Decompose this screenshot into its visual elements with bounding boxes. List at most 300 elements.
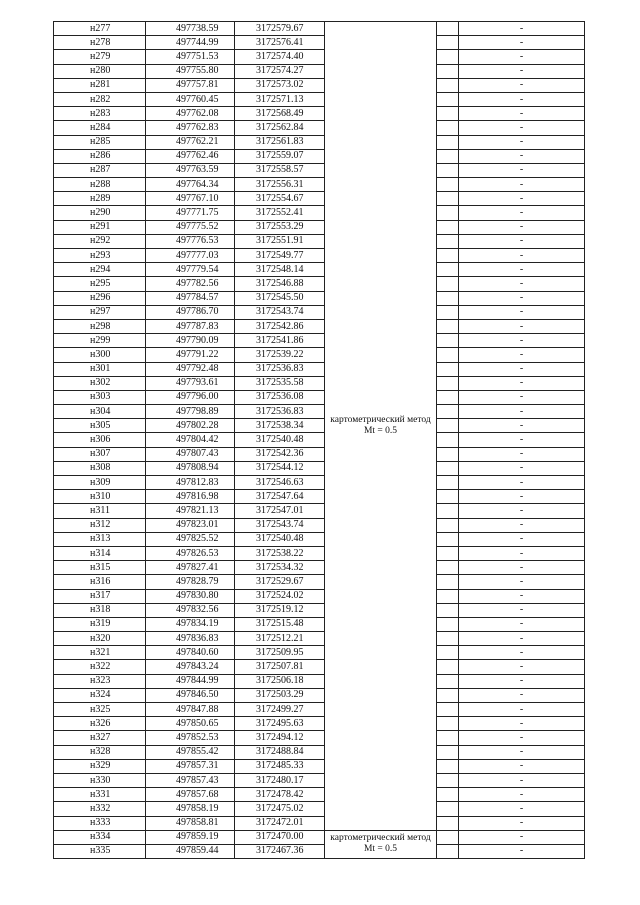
y-coordinate-cell: 3172535.58 [235, 376, 325, 390]
x-coordinate-cell: 497825.52 [146, 532, 235, 546]
empty-cell [437, 206, 459, 220]
coordinates-table-body [54, 22, 585, 859]
x-coordinate-cell: 497760.45 [146, 92, 235, 106]
point-name-cell: н334 [54, 830, 146, 844]
dash-cell: - [459, 660, 585, 674]
empty-cell [437, 107, 459, 121]
x-coordinate-cell: 497808.94 [146, 461, 235, 475]
point-name-cell: н310 [54, 490, 146, 504]
point-name-cell: н307 [54, 447, 146, 461]
dash-cell: - [459, 362, 585, 376]
point-name-cell: н328 [54, 745, 146, 759]
dash-cell: - [459, 305, 585, 319]
y-coordinate-cell: 3172524.02 [235, 589, 325, 603]
table-row [54, 504, 585, 518]
coordinates-table [53, 21, 585, 859]
x-coordinate-cell: 497836.83 [146, 632, 235, 646]
table-row [54, 319, 585, 333]
point-name-cell: н293 [54, 249, 146, 263]
table-row [54, 64, 585, 78]
y-coordinate-cell: 3172547.01 [235, 504, 325, 518]
x-coordinate-cell: 497852.53 [146, 731, 235, 745]
dash-cell: - [459, 816, 585, 830]
dash-cell: - [459, 348, 585, 362]
x-coordinate-cell: 497847.88 [146, 703, 235, 717]
x-coordinate-cell: 497826.53 [146, 546, 235, 560]
table-row [54, 135, 585, 149]
dash-cell: - [459, 476, 585, 490]
table-row [54, 674, 585, 688]
table-row [54, 376, 585, 390]
table-row [54, 390, 585, 404]
x-coordinate-cell: 497784.57 [146, 291, 235, 305]
point-name-cell: н325 [54, 703, 146, 717]
y-coordinate-cell: 3172544.12 [235, 461, 325, 475]
point-name-cell: н304 [54, 405, 146, 419]
method-cell: картометрический метод Mt = 0.5 [325, 22, 437, 831]
y-coordinate-cell: 3172549.77 [235, 249, 325, 263]
dash-cell: - [459, 490, 585, 504]
x-coordinate-cell: 497857.43 [146, 773, 235, 787]
dash-cell: - [459, 220, 585, 234]
y-coordinate-cell: 3172540.48 [235, 532, 325, 546]
empty-cell [437, 745, 459, 759]
x-coordinate-cell: 497859.19 [146, 830, 235, 844]
table-row [54, 149, 585, 163]
x-coordinate-cell: 497832.56 [146, 603, 235, 617]
empty-cell [437, 405, 459, 419]
x-coordinate-cell: 497777.03 [146, 249, 235, 263]
table-row [54, 773, 585, 787]
y-coordinate-cell: 3172538.34 [235, 419, 325, 433]
table-row [54, 660, 585, 674]
empty-cell [437, 50, 459, 64]
empty-cell [437, 277, 459, 291]
empty-cell [437, 362, 459, 376]
y-coordinate-cell: 3172472.01 [235, 816, 325, 830]
dash-cell: - [459, 319, 585, 333]
point-name-cell: н319 [54, 617, 146, 631]
table-row [54, 561, 585, 575]
point-name-cell: н278 [54, 36, 146, 50]
dash-cell: - [459, 802, 585, 816]
dash-cell: - [459, 532, 585, 546]
y-coordinate-cell: 3172558.57 [235, 163, 325, 177]
x-coordinate-cell: 497767.10 [146, 192, 235, 206]
y-coordinate-cell: 3172534.32 [235, 561, 325, 575]
point-name-cell: н284 [54, 121, 146, 135]
table-row [54, 703, 585, 717]
table-row [54, 632, 585, 646]
table-row [54, 788, 585, 802]
y-coordinate-cell: 3172538.22 [235, 546, 325, 560]
dash-cell: - [459, 78, 585, 92]
table-row [54, 830, 585, 844]
empty-cell [437, 830, 459, 844]
table-row [54, 461, 585, 475]
dash-cell: - [459, 617, 585, 631]
table-row [54, 802, 585, 816]
y-coordinate-cell: 3172553.29 [235, 220, 325, 234]
dash-cell: - [459, 192, 585, 206]
dash-cell: - [459, 447, 585, 461]
empty-cell [437, 788, 459, 802]
point-name-cell: н322 [54, 660, 146, 674]
point-name-cell: н288 [54, 178, 146, 192]
empty-cell [437, 376, 459, 390]
x-coordinate-cell: 497834.19 [146, 617, 235, 631]
dash-cell: - [459, 589, 585, 603]
table-row [54, 249, 585, 263]
empty-cell [437, 461, 459, 475]
y-coordinate-cell: 3172547.64 [235, 490, 325, 504]
point-name-cell: н305 [54, 419, 146, 433]
y-coordinate-cell: 3172495.63 [235, 717, 325, 731]
dash-cell: - [459, 390, 585, 404]
y-coordinate-cell: 3172554.67 [235, 192, 325, 206]
table-row [54, 92, 585, 106]
y-coordinate-cell: 3172542.36 [235, 447, 325, 461]
point-name-cell: н287 [54, 163, 146, 177]
table-row [54, 192, 585, 206]
x-coordinate-cell: 497763.59 [146, 163, 235, 177]
point-name-cell: н302 [54, 376, 146, 390]
empty-cell [437, 731, 459, 745]
y-coordinate-cell: 3172573.02 [235, 78, 325, 92]
empty-cell [437, 319, 459, 333]
table-row [54, 121, 585, 135]
x-coordinate-cell: 497762.46 [146, 149, 235, 163]
dash-cell: - [459, 844, 585, 858]
x-coordinate-cell: 497823.01 [146, 518, 235, 532]
empty-cell [437, 476, 459, 490]
y-coordinate-cell: 3172543.74 [235, 305, 325, 319]
dash-cell: - [459, 334, 585, 348]
table-row [54, 476, 585, 490]
point-name-cell: н331 [54, 788, 146, 802]
x-coordinate-cell: 497792.48 [146, 362, 235, 376]
dash-cell: - [459, 504, 585, 518]
dash-cell: - [459, 277, 585, 291]
point-name-cell: н308 [54, 461, 146, 475]
empty-cell [437, 36, 459, 50]
point-name-cell: н326 [54, 717, 146, 731]
empty-cell [437, 78, 459, 92]
point-name-cell: н316 [54, 575, 146, 589]
y-coordinate-cell: 3172539.22 [235, 348, 325, 362]
x-coordinate-cell: 497846.50 [146, 688, 235, 702]
dash-cell: - [459, 632, 585, 646]
x-coordinate-cell: 497807.43 [146, 447, 235, 461]
empty-cell [437, 532, 459, 546]
y-coordinate-cell: 3172467.36 [235, 844, 325, 858]
point-name-cell: н324 [54, 688, 146, 702]
y-coordinate-cell: 3172503.29 [235, 688, 325, 702]
y-coordinate-cell: 3172475.02 [235, 802, 325, 816]
empty-cell [437, 490, 459, 504]
empty-cell [437, 390, 459, 404]
point-name-cell: н280 [54, 64, 146, 78]
point-name-cell: н279 [54, 50, 146, 64]
empty-cell [437, 802, 459, 816]
empty-cell [437, 717, 459, 731]
empty-cell [437, 433, 459, 447]
x-coordinate-cell: 497738.59 [146, 22, 235, 36]
table-row [54, 688, 585, 702]
empty-cell [437, 234, 459, 248]
x-coordinate-cell: 497787.83 [146, 319, 235, 333]
table-row [54, 433, 585, 447]
x-coordinate-cell: 497762.21 [146, 135, 235, 149]
table-row [54, 490, 585, 504]
empty-cell [437, 816, 459, 830]
point-name-cell: н320 [54, 632, 146, 646]
x-coordinate-cell: 497859.44 [146, 844, 235, 858]
dash-cell: - [459, 206, 585, 220]
empty-cell [437, 759, 459, 773]
dash-cell: - [459, 178, 585, 192]
dash-cell: - [459, 22, 585, 36]
empty-cell [437, 305, 459, 319]
empty-cell [437, 688, 459, 702]
table-row [54, 291, 585, 305]
dash-cell: - [459, 745, 585, 759]
table-row [54, 717, 585, 731]
y-coordinate-cell: 3172470.00 [235, 830, 325, 844]
empty-cell [437, 504, 459, 518]
table-row [54, 844, 585, 858]
x-coordinate-cell: 497857.31 [146, 759, 235, 773]
dash-cell: - [459, 518, 585, 532]
x-coordinate-cell: 497796.00 [146, 390, 235, 404]
x-coordinate-cell: 497790.09 [146, 334, 235, 348]
y-coordinate-cell: 3172576.41 [235, 36, 325, 50]
point-name-cell: н321 [54, 646, 146, 660]
point-name-cell: н283 [54, 107, 146, 121]
dash-cell: - [459, 405, 585, 419]
x-coordinate-cell: 497757.81 [146, 78, 235, 92]
x-coordinate-cell: 497840.60 [146, 646, 235, 660]
table-row [54, 532, 585, 546]
x-coordinate-cell: 497776.53 [146, 234, 235, 248]
x-coordinate-cell: 497782.56 [146, 277, 235, 291]
x-coordinate-cell: 497816.98 [146, 490, 235, 504]
empty-cell [437, 546, 459, 560]
point-name-cell: н296 [54, 291, 146, 305]
y-coordinate-cell: 3172506.18 [235, 674, 325, 688]
empty-cell [437, 64, 459, 78]
dash-cell: - [459, 64, 585, 78]
table-row [54, 617, 585, 631]
y-coordinate-cell: 3172480.17 [235, 773, 325, 787]
table-row [54, 546, 585, 560]
point-name-cell: н314 [54, 546, 146, 560]
table-row [54, 163, 585, 177]
y-coordinate-cell: 3172545.50 [235, 291, 325, 305]
dash-cell: - [459, 731, 585, 745]
empty-cell [437, 660, 459, 674]
y-coordinate-cell: 3172574.27 [235, 64, 325, 78]
y-coordinate-cell: 3172485.33 [235, 759, 325, 773]
empty-cell [437, 844, 459, 858]
dash-cell: - [459, 92, 585, 106]
x-coordinate-cell: 497802.28 [146, 419, 235, 433]
x-coordinate-cell: 497828.79 [146, 575, 235, 589]
x-coordinate-cell: 497821.13 [146, 504, 235, 518]
point-name-cell: н311 [54, 504, 146, 518]
empty-cell [437, 121, 459, 135]
dash-cell: - [459, 234, 585, 248]
x-coordinate-cell: 497791.22 [146, 348, 235, 362]
x-coordinate-cell: 497827.41 [146, 561, 235, 575]
empty-cell [437, 632, 459, 646]
empty-cell [437, 646, 459, 660]
table-row [54, 816, 585, 830]
table-row [54, 447, 585, 461]
y-coordinate-cell: 3172543.74 [235, 518, 325, 532]
empty-cell [437, 703, 459, 717]
dash-cell: - [459, 603, 585, 617]
point-name-cell: н315 [54, 561, 146, 575]
dash-cell: - [459, 121, 585, 135]
table-row [54, 362, 585, 376]
dash-cell: - [459, 249, 585, 263]
x-coordinate-cell: 497850.65 [146, 717, 235, 731]
empty-cell [437, 674, 459, 688]
dash-cell: - [459, 546, 585, 560]
table-row [54, 50, 585, 64]
point-name-cell: н292 [54, 234, 146, 248]
empty-cell [437, 419, 459, 433]
y-coordinate-cell: 3172509.95 [235, 646, 325, 660]
y-coordinate-cell: 3172494.12 [235, 731, 325, 745]
x-coordinate-cell: 497812.83 [146, 476, 235, 490]
x-coordinate-cell: 497775.52 [146, 220, 235, 234]
x-coordinate-cell: 497858.81 [146, 816, 235, 830]
empty-cell [437, 617, 459, 631]
empty-cell [437, 22, 459, 36]
point-name-cell: н318 [54, 603, 146, 617]
point-name-cell: н299 [54, 334, 146, 348]
y-coordinate-cell: 3172542.86 [235, 319, 325, 333]
table-row [54, 277, 585, 291]
table-row [54, 731, 585, 745]
y-coordinate-cell: 3172559.07 [235, 149, 325, 163]
y-coordinate-cell: 3172561.83 [235, 135, 325, 149]
table-row [54, 305, 585, 319]
empty-cell [437, 220, 459, 234]
y-coordinate-cell: 3172515.48 [235, 617, 325, 631]
point-name-cell: н303 [54, 390, 146, 404]
point-name-cell: н301 [54, 362, 146, 376]
point-name-cell: н281 [54, 78, 146, 92]
point-name-cell: н286 [54, 149, 146, 163]
dash-cell: - [459, 703, 585, 717]
y-coordinate-cell: 3172512.21 [235, 632, 325, 646]
y-coordinate-cell: 3172551.91 [235, 234, 325, 248]
table-row [54, 419, 585, 433]
y-coordinate-cell: 3172546.88 [235, 277, 325, 291]
table-row [54, 759, 585, 773]
dash-cell: - [459, 688, 585, 702]
y-coordinate-cell: 3172552.41 [235, 206, 325, 220]
table-row [54, 22, 585, 36]
table-row [54, 234, 585, 248]
point-name-cell: н298 [54, 319, 146, 333]
x-coordinate-cell: 497762.08 [146, 107, 235, 121]
empty-cell [437, 92, 459, 106]
x-coordinate-cell: 497744.99 [146, 36, 235, 50]
dash-cell: - [459, 830, 585, 844]
y-coordinate-cell: 3172571.13 [235, 92, 325, 106]
y-coordinate-cell: 3172574.40 [235, 50, 325, 64]
dash-cell: - [459, 376, 585, 390]
y-coordinate-cell: 3172541.86 [235, 334, 325, 348]
x-coordinate-cell: 497793.61 [146, 376, 235, 390]
y-coordinate-cell: 3172548.14 [235, 263, 325, 277]
table-row [54, 589, 585, 603]
y-coordinate-cell: 3172536.83 [235, 405, 325, 419]
empty-cell [437, 149, 459, 163]
y-coordinate-cell: 3172536.83 [235, 362, 325, 376]
empty-cell [437, 249, 459, 263]
table-row [54, 405, 585, 419]
point-name-cell: н333 [54, 816, 146, 830]
empty-cell [437, 447, 459, 461]
point-name-cell: н327 [54, 731, 146, 745]
x-coordinate-cell: 497771.75 [146, 206, 235, 220]
x-coordinate-cell: 497779.54 [146, 263, 235, 277]
method-cell: картометрический метод Mt = 0.5 [325, 830, 437, 858]
point-name-cell: н309 [54, 476, 146, 490]
x-coordinate-cell: 497751.53 [146, 50, 235, 64]
empty-cell [437, 348, 459, 362]
point-name-cell: н317 [54, 589, 146, 603]
dash-cell: - [459, 788, 585, 802]
y-coordinate-cell: 3172478.42 [235, 788, 325, 802]
y-coordinate-cell: 3172540.48 [235, 433, 325, 447]
empty-cell [437, 773, 459, 787]
table-row [54, 603, 585, 617]
y-coordinate-cell: 3172568.49 [235, 107, 325, 121]
empty-cell [437, 589, 459, 603]
y-coordinate-cell: 3172556.31 [235, 178, 325, 192]
point-name-cell: н285 [54, 135, 146, 149]
x-coordinate-cell: 497830.80 [146, 589, 235, 603]
point-name-cell: н323 [54, 674, 146, 688]
point-name-cell: н312 [54, 518, 146, 532]
empty-cell [437, 263, 459, 277]
point-name-cell: н282 [54, 92, 146, 106]
dash-cell: - [459, 561, 585, 575]
table-row [54, 575, 585, 589]
dash-cell: - [459, 646, 585, 660]
table-row [54, 646, 585, 660]
y-coordinate-cell: 3172488.84 [235, 745, 325, 759]
table-row [54, 334, 585, 348]
dash-cell: - [459, 36, 585, 50]
point-name-cell: н330 [54, 773, 146, 787]
empty-cell [437, 518, 459, 532]
empty-cell [437, 192, 459, 206]
x-coordinate-cell: 497764.34 [146, 178, 235, 192]
dash-cell: - [459, 163, 585, 177]
table-row [54, 107, 585, 121]
point-name-cell: н277 [54, 22, 146, 36]
dash-cell: - [459, 291, 585, 305]
x-coordinate-cell: 497843.24 [146, 660, 235, 674]
empty-cell [437, 561, 459, 575]
